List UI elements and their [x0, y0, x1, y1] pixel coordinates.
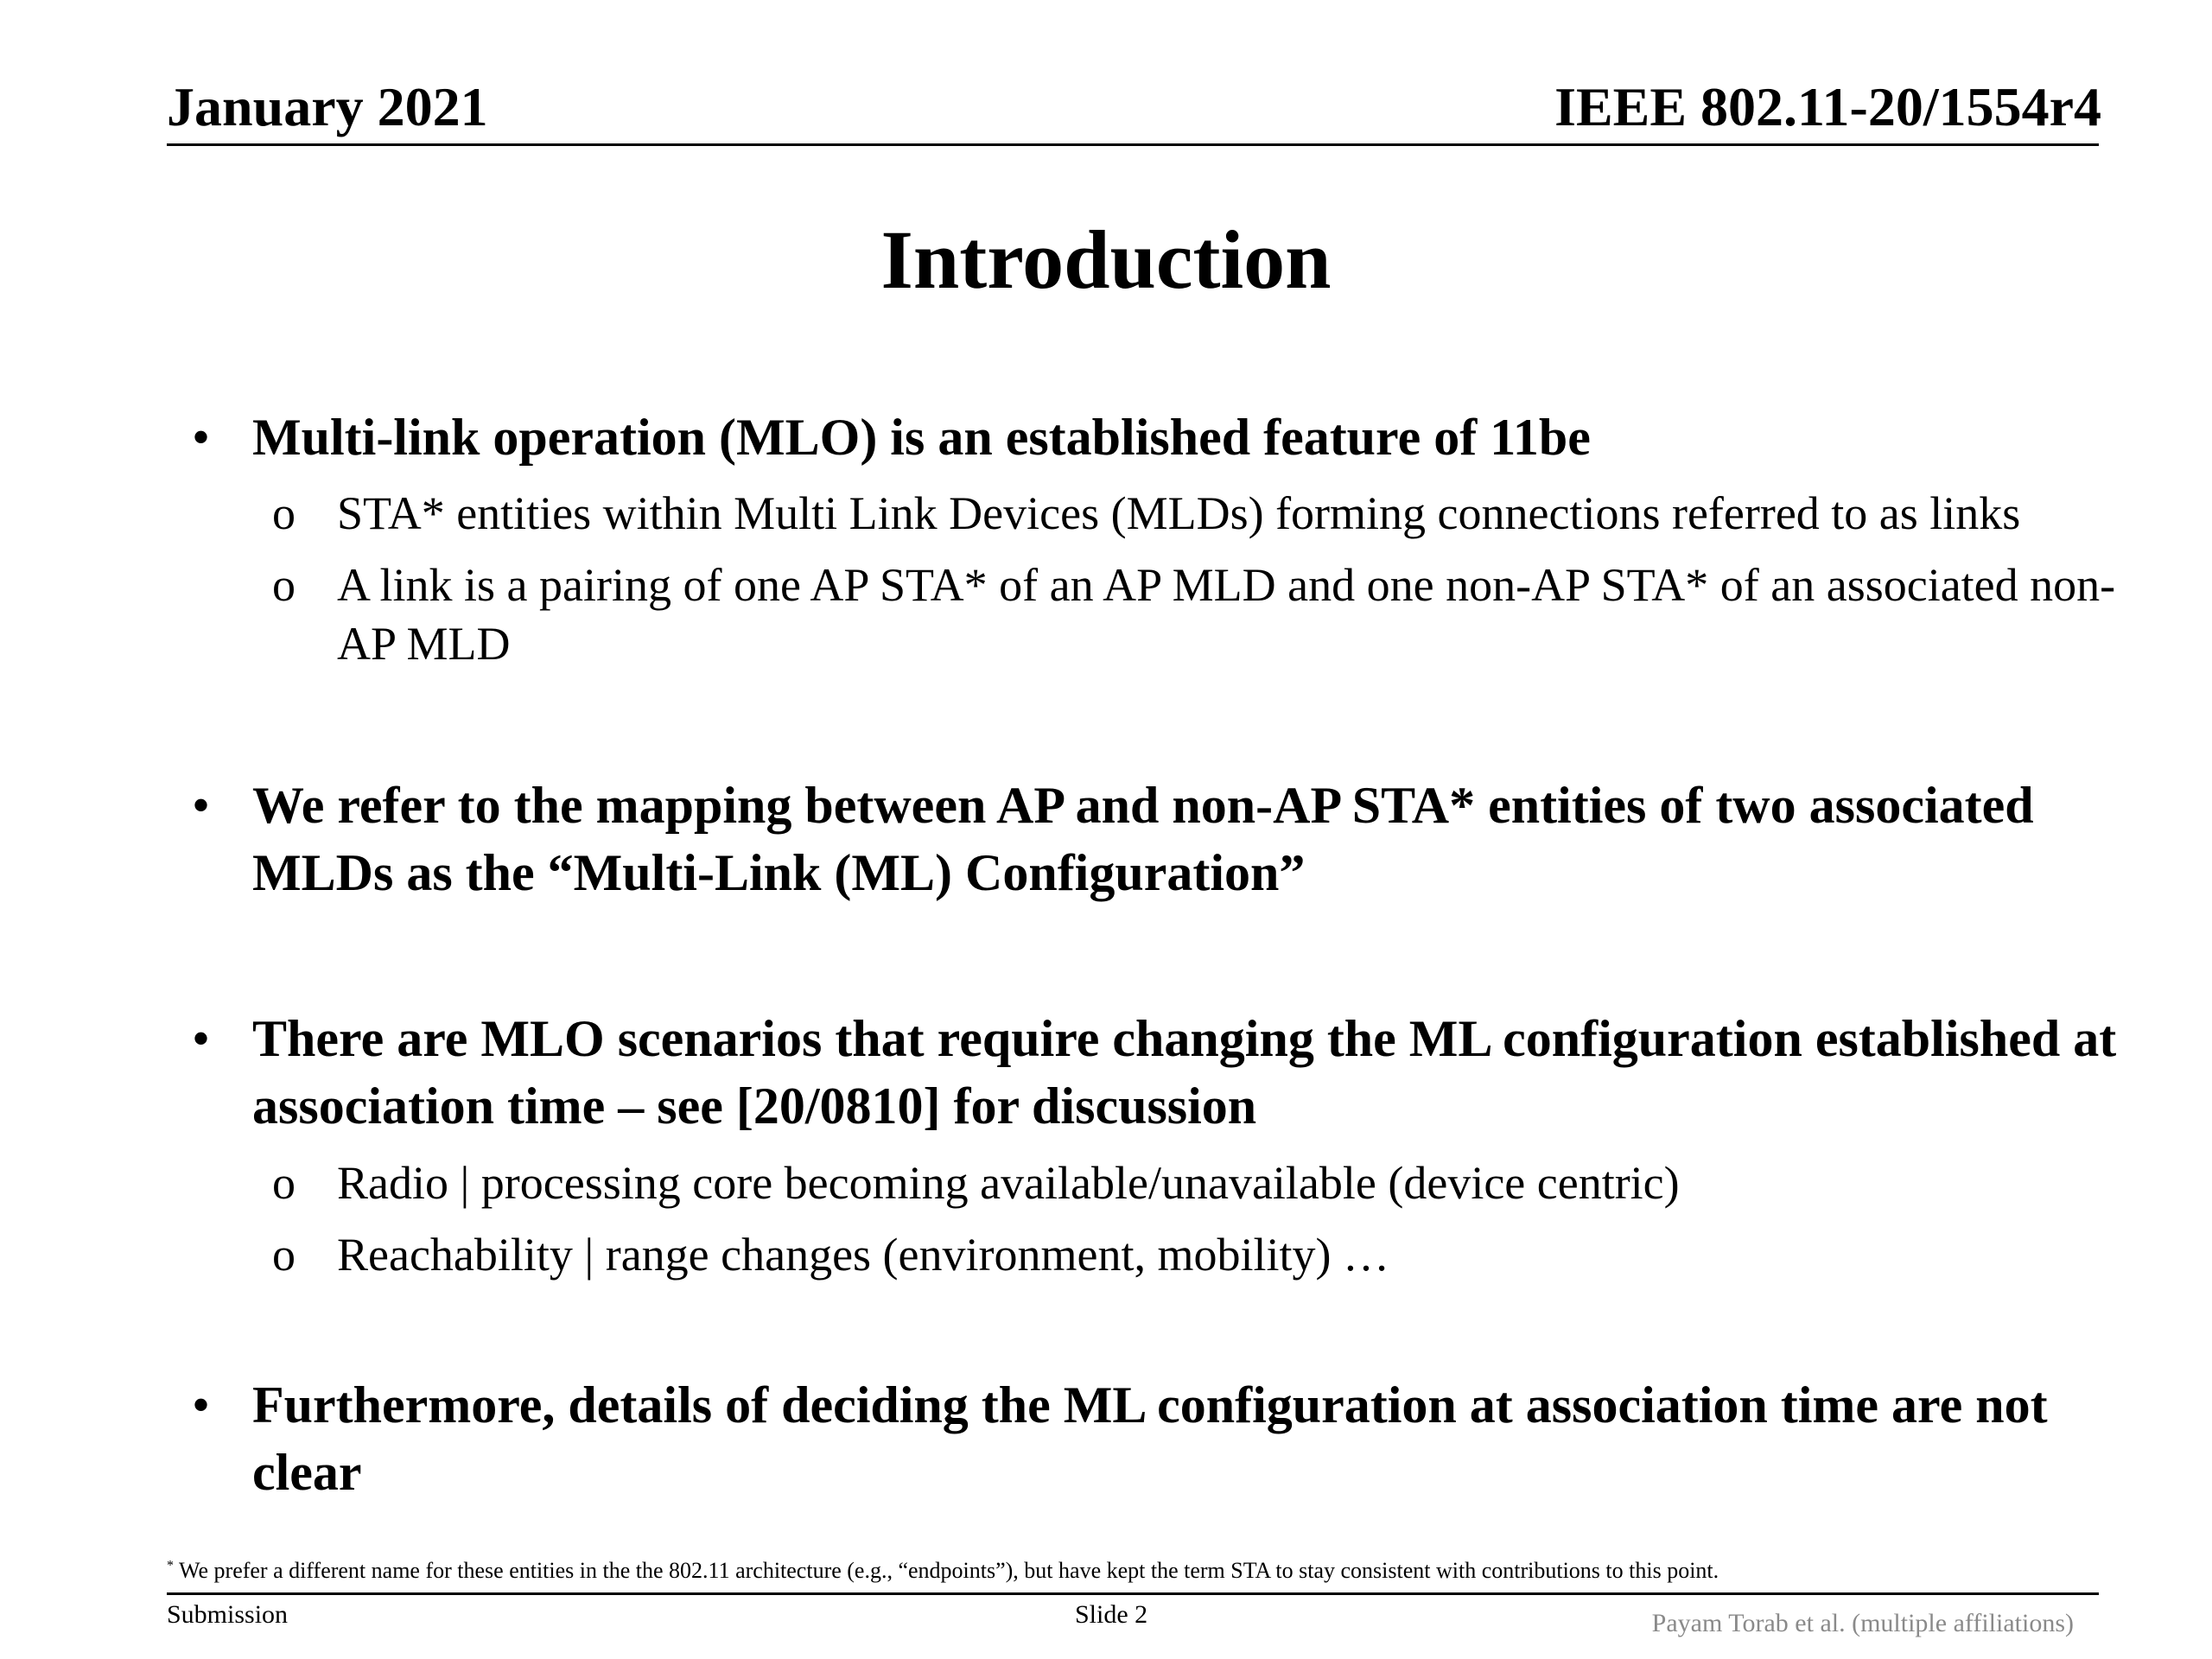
sub-bullet-marker: o [272, 559, 296, 611]
footer-slide-number: Slide 2 [1075, 1600, 1148, 1629]
slide-title: Introduction [880, 213, 1332, 306]
bullet-dot: • [192, 1010, 211, 1067]
footer-authors: Payam Torab et al. (multiple affiliations) [1651, 1609, 2074, 1637]
sub-bullet-text: Radio | processing core becoming available/unavailable (device centric) [337, 1157, 1680, 1209]
bullet-item [192, 1005, 2136, 1140]
bullet-dot: • [192, 1376, 211, 1433]
bullet-dot: • [192, 409, 211, 466]
sub-bullet-item [272, 484, 2169, 543]
bullet-item [192, 404, 2136, 471]
sub-bullet-marker: o [272, 487, 296, 539]
footer-submission: Submission [167, 1600, 289, 1629]
sub-bullet-item [272, 1154, 2169, 1212]
footnote-marker: * [167, 1558, 174, 1573]
bullet-text: Multi-link operation (MLO) is an established feature of 11be [252, 409, 1591, 466]
footer-rule [167, 1592, 2099, 1595]
sub-bullet-marker: o [272, 1229, 296, 1281]
bullet-text: We refer to the mapping between AP and non-AP STA* entities of two associated MLDs as the “Multi-Link (ML) Configuration” [252, 777, 2034, 901]
header-doc-id: IEEE 802.11-20/1554r4 [1554, 76, 2101, 137]
bullet-item [192, 1371, 2136, 1506]
bullet-dot: • [192, 777, 211, 834]
footnote-text: We prefer a different name for these entities in the the 802.11 architecture (e.g., “endpoints”), but have kept the term STA to stay consistent with contributions to this point. [179, 1558, 1719, 1583]
sub-bullet-text: A link is a pairing of one AP STA* of an AP MLD and one non-AP STA* of an associated non-AP MLD [337, 559, 2116, 670]
sub-bullet-item [272, 556, 2169, 673]
bullet-text: Furthermore, details of deciding the ML configuration at association time are not clear [252, 1376, 2048, 1501]
sub-bullet-text: STA* entities within Multi Link Devices (MLDs) forming connections referred to as links [337, 487, 2021, 539]
sub-bullet-item [272, 1225, 2169, 1284]
footnote [167, 1557, 1719, 1584]
bullet-text: There are MLO scenarios that require changing the ML configuration established at association time – see [20/0810] for discussion [252, 1010, 2117, 1135]
sub-bullet-text: Reachability | range changes (environment, mobility) … [337, 1229, 1389, 1281]
bullet-item [192, 772, 2136, 906]
sub-bullet-marker: o [272, 1157, 296, 1209]
header-date: January 2021 [167, 76, 488, 137]
